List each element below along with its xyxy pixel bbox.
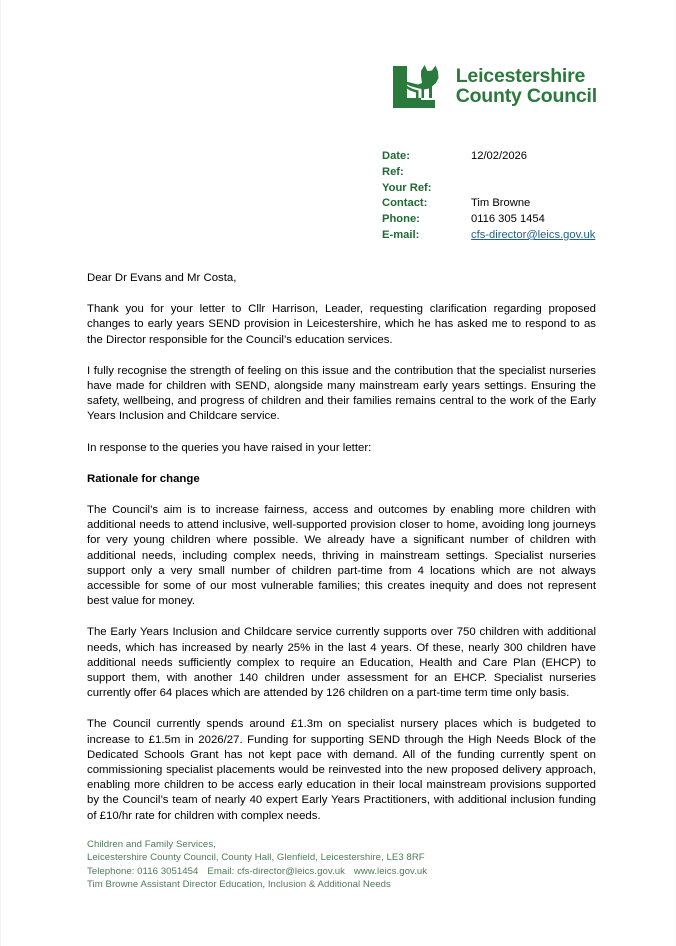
page-footer: [87, 838, 607, 892]
section-heading-rationale: Rationale for change: [87, 472, 200, 485]
body-paragraph-3: In response to the queries you have raised in your letter:: [87, 441, 372, 454]
meta-label-email: E-mail:: [382, 228, 420, 241]
meta-value-phone: 0116 305 1454: [471, 213, 545, 226]
body-paragraph-6: The Council currently spends around £1.3m on specialist nursery places which is budgeted to increase to £1.5m in 2026/27. Funding for supporting SEND through the High Needs Block of the Dedicated Schools Grant has not kept pace with demand. All of the funding currently spent on commissioning specialist placements would be reinvested into the new proposed delivery approach, enabling more children to be access early education in their local mainstream provisions supported by the Council’s team of nearly 40 expert Early Years Practitioners, with additional inclusion funding of £10/hr rate for children with complex needs.: [87, 718, 596, 822]
footer-line-signatory: Tim Browne Assistant Director Education, Inclusion & Additional Needs: [87, 879, 391, 891]
meta-row-ref: [382, 166, 612, 182]
meta-row-date: [382, 150, 612, 166]
meta-label-your-ref: Your Ref:: [382, 181, 432, 194]
footer-line-address: Leicestershire County Council, County Hall, Glenfield, Leicestershire, LE3 8RF: [87, 852, 425, 864]
logo-wordmark-line-2: County Council: [455, 85, 597, 107]
body-paragraph-1: Thank you for your letter to Cllr Harrison, Leader, requesting clarification regarding proposed changes to early years SEND provision in Leicestershire, which he has asked me to respond to as the Director responsible for the Council’s education services.: [87, 303, 596, 346]
meta-value-date: 12/02/2026: [471, 150, 527, 162]
logo-wordmark: [456, 66, 597, 107]
meta-label-contact: Contact:: [382, 197, 428, 210]
footer-line-service: Children and Family Services,: [87, 839, 216, 850]
meta-row-phone: [382, 213, 612, 229]
meta-label-ref: Ref:: [382, 165, 404, 178]
footer-website[interactable]: www.leics.gov.uk: [353, 865, 428, 877]
footer-telephone: Telephone: 0116 3051454: [87, 865, 199, 877]
footer-email: Email: cfs-director@leics.gov.uk: [207, 865, 345, 877]
meta-label-phone: Phone:: [382, 213, 420, 226]
body-paragraph-5: The Early Years Inclusion and Childcare service currently supports over 750 children with additional needs, which has increased by nearly 25% in the last 4 years. Of these, nearly 300 children have additional needs sufficiently complex to require an Education, Health and Care Plan (EHCP) to support them, with another 140 children under assessment for an EHCP. Specialist nurseries currently offer 64 places which are attended by 126 children on a part-time term time only basis.: [87, 626, 596, 700]
leicestershire-fox-logo-icon: [391, 62, 447, 110]
meta-row-email: [382, 229, 612, 245]
meta-row-your-ref: [382, 182, 612, 198]
meta-value-contact: Tim Browne: [471, 197, 531, 210]
body-paragraph-2: I fully recognise the strength of feeling on this issue and the contribution that the specialist nurseries have made for children with SEND, alongside many mainstream early years settings. Ensuring the safety, wellbeing, and progress of children and their families remains central to the work of the Early Years Inclusion and Childcare service.: [87, 364, 596, 423]
salutation: Dear Dr Evans and Mr Costa,: [87, 272, 237, 284]
body-paragraph-4: The Council’s aim is to increase fairness, access and outcomes by enabling more children with additional needs to attend inclusive, well-supported provision closer to home, avoiding long journeys for very young children where possible. We already have a significant number of children with additional needs, including complex needs, thriving in mainstream settings. Specialist nurseries support only a very small number of children part-time from 4 locations which are not always accessible for some of our most vulnerable families; this creates inequity and does not represent best value for money.: [87, 504, 596, 608]
contact-meta-block: [382, 150, 612, 245]
letterhead: [391, 62, 597, 110]
footer-line-contacts: [87, 865, 607, 878]
logo-wordmark-line-1: Leicestershire: [455, 64, 586, 87]
email-link[interactable]: cfs-director@leics.gov.uk: [471, 228, 596, 241]
meta-row-contact: [382, 197, 612, 213]
letter-body: [87, 271, 596, 824]
meta-label-date: Date:: [382, 150, 410, 162]
